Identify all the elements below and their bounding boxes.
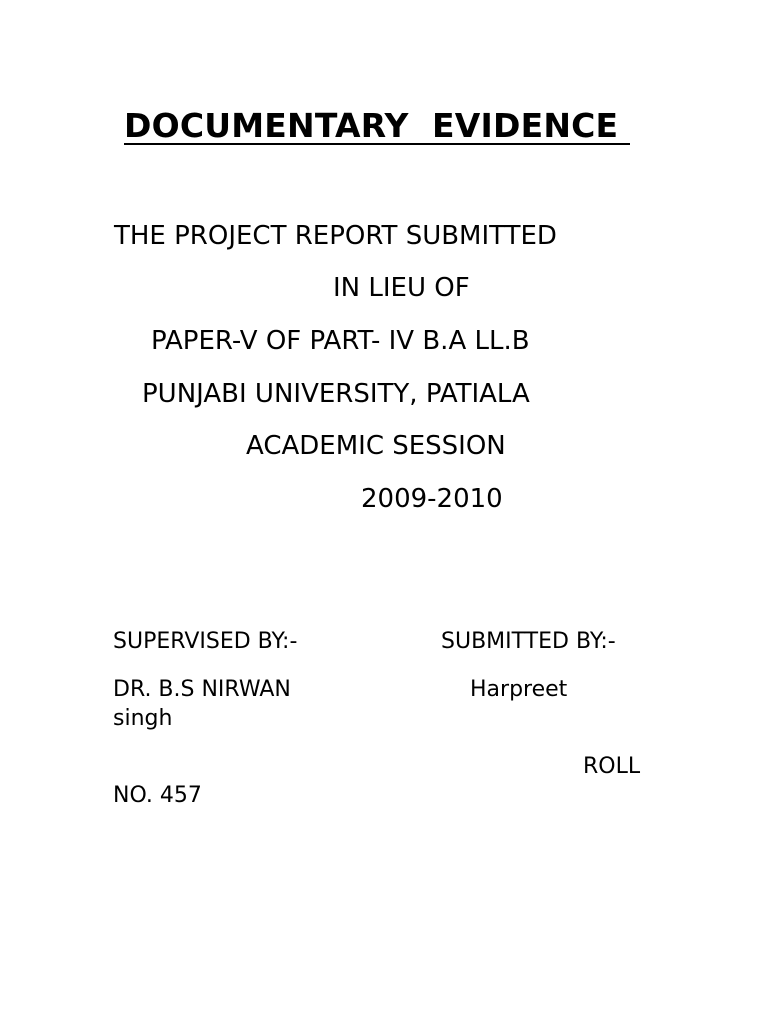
- report-line-5: ACADEMIC SESSION: [246, 431, 506, 461]
- roll-number-label: ROLL: [583, 754, 641, 779]
- submitted-by-label: SUBMITTED BY:-: [441, 629, 616, 654]
- report-line-4: PUNJABI UNIVERSITY, PATIALA: [142, 379, 530, 409]
- supervised-by-label: SUPERVISED BY:-: [113, 629, 298, 654]
- student-name-first: Harpreet: [470, 677, 568, 702]
- student-name-second: singh: [113, 706, 173, 731]
- report-line-3: PAPER-V OF PART- IV B.A LL.B: [151, 326, 530, 356]
- document-title: DOCUMENTARY EVIDENCE: [124, 106, 630, 145]
- roll-number-value: NO. 457: [113, 783, 202, 808]
- report-line-6: 2009-2010: [361, 484, 503, 514]
- report-line-1: THE PROJECT REPORT SUBMITTED: [114, 221, 557, 251]
- report-line-2: IN LIEU OF: [333, 273, 470, 303]
- supervisor-name: DR. B.S NIRWAN: [113, 677, 291, 702]
